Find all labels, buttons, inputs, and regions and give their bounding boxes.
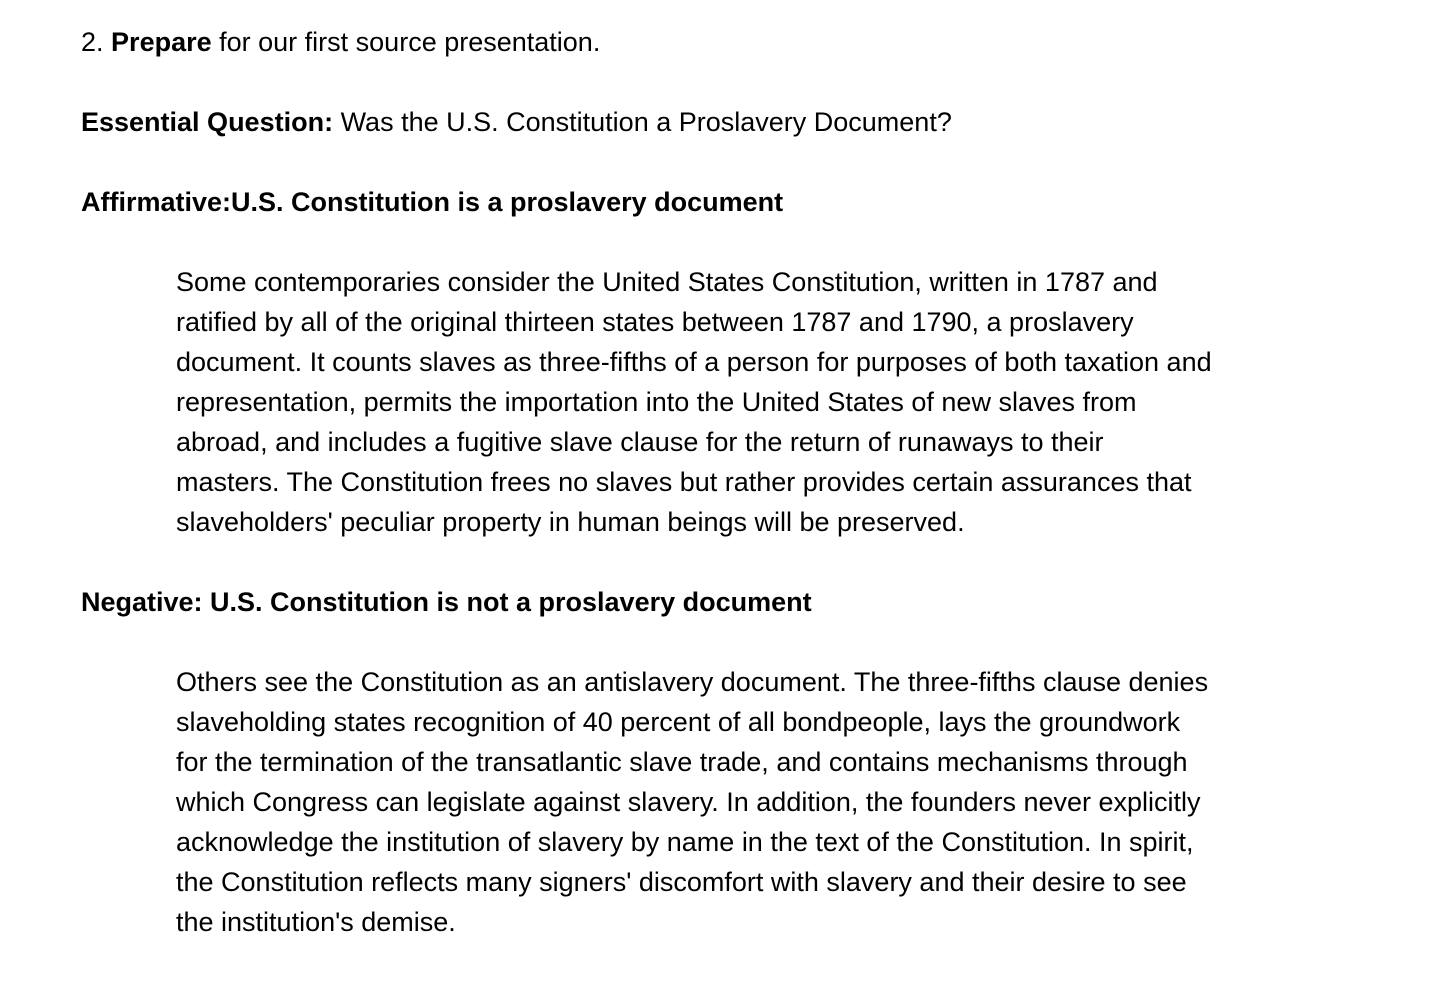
paragraph-line: which Congress can legislate against slavery. In addition, the founders never explicitly (176, 787, 1201, 817)
paragraph-line: representation, permits the importation into the United States of new slaves from (176, 387, 1137, 417)
negative-paragraph (176, 662, 1376, 942)
negative-heading: Negative: U.S. Constitution is not a proslavery document (81, 587, 812, 617)
affirmative-paragraph (176, 262, 1376, 542)
paragraph-line: Some contemporaries consider the United States Constitution, written in 1787 and (176, 267, 1158, 297)
step-number: 2. (81, 27, 104, 57)
step-instruction (81, 22, 600, 62)
paragraph-line: document. It counts slaves as three-fifths of a person for purposes of both taxation and (176, 347, 1212, 377)
paragraph-line: slaveholders' peculiar property in human beings will be preserved. (176, 507, 965, 537)
essential-question-label: Essential Question: (81, 107, 334, 137)
essential-question (81, 102, 952, 142)
paragraph-line: abroad, and includes a fugitive slave clause for the return of runaways to their (176, 427, 1104, 457)
paragraph-line: ratified by all of the original thirteen states between 1787 and 1790, a proslavery (176, 307, 1134, 337)
step-text: for our first source presentation. (219, 27, 601, 57)
affirmative-heading: Affirmative:U.S. Constitution is a proslavery document (81, 187, 784, 217)
step-verb: Prepare (111, 27, 212, 57)
paragraph-line: Others see the Constitution as an antislavery document. The three-fifths clause denies (176, 667, 1209, 697)
paragraph-line: the institution's demise. (176, 907, 456, 937)
essential-question-text: Was the U.S. Constitution a Proslavery Document? (340, 107, 952, 137)
paragraph-line: acknowledge the institution of slavery by name in the text of the Constitution. In spirit, (176, 827, 1194, 857)
paragraph-line: the Constitution reflects many signers' discomfort with slavery and their desire to see (176, 867, 1187, 897)
paragraph-line: slaveholding states recognition of 40 percent of all bondpeople, lays the groundwork (176, 707, 1181, 737)
paragraph-line: masters. The Constitution frees no slaves but rather provides certain assurances that (176, 467, 1192, 497)
paragraph-line: for the termination of the transatlantic slave trade, and contains mechanisms through (176, 747, 1188, 777)
